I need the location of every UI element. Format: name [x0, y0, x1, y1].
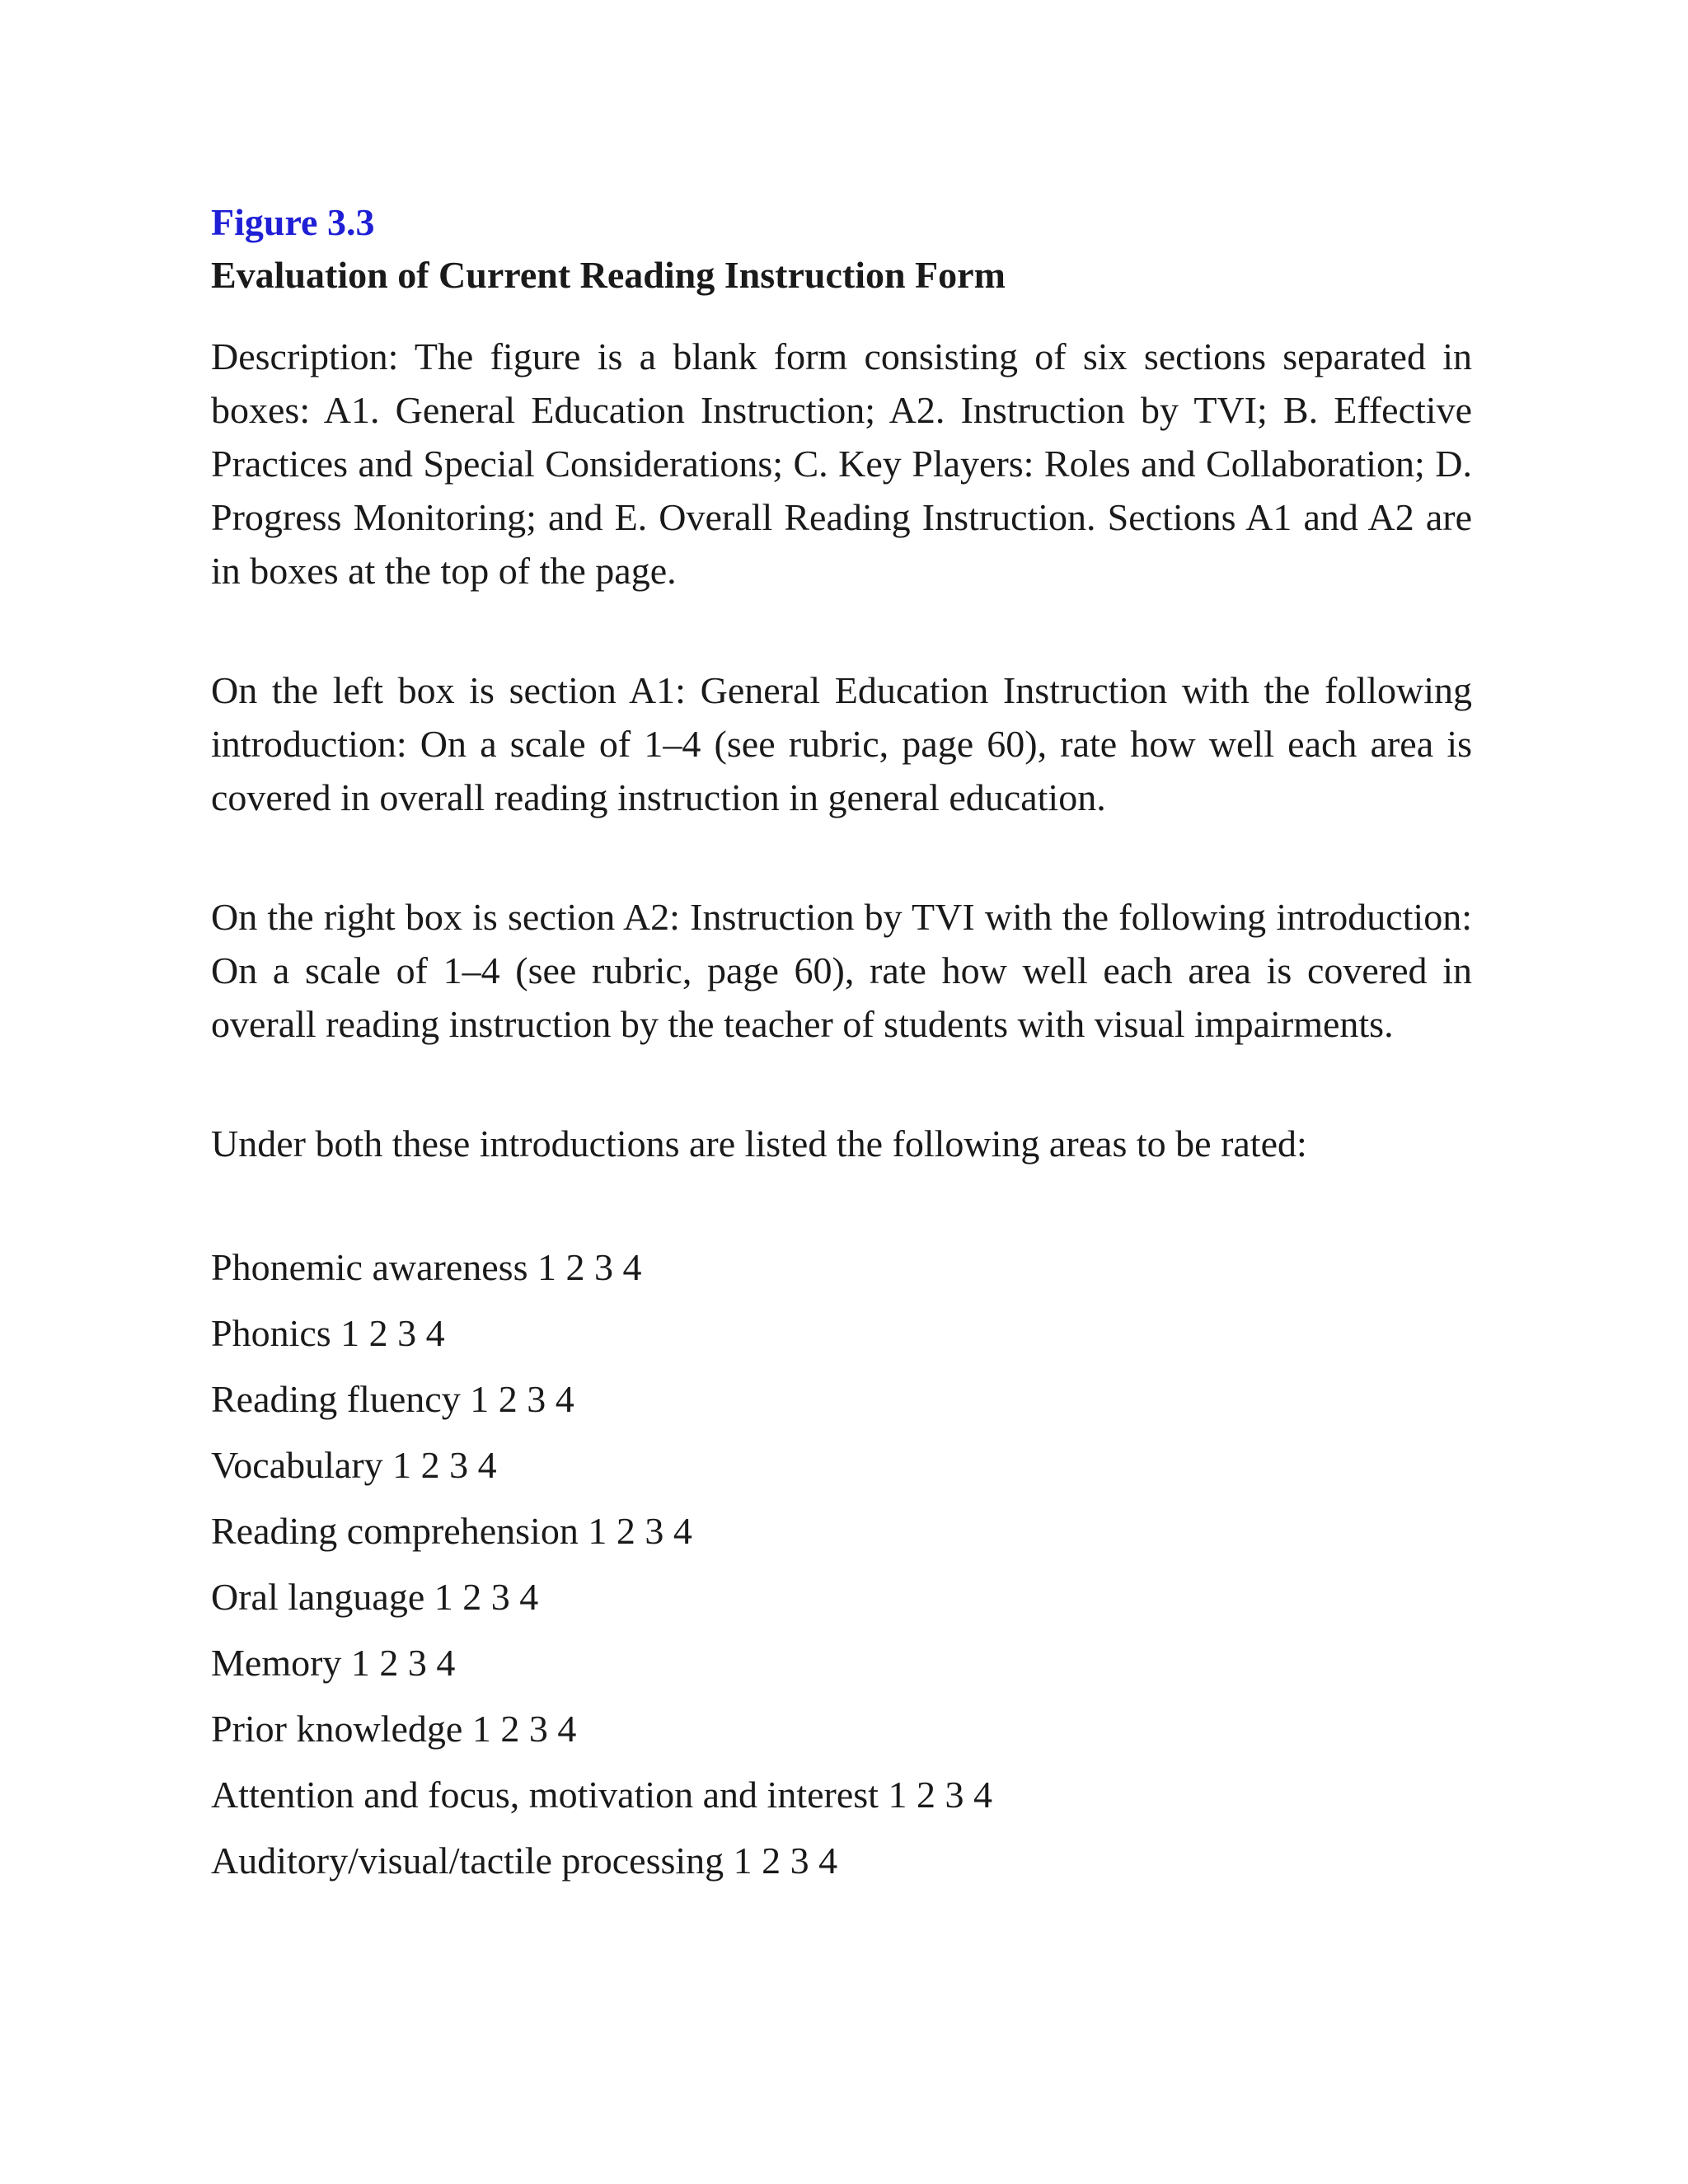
list-item: Oral language 1 2 3 4 — [211, 1576, 539, 1618]
list-item: Auditory/visual/tactile processing 1 2 3 4 — [211, 1840, 838, 1882]
figure-title: Evaluation of Current Reading Instruction Form — [211, 254, 1006, 296]
section-a1-paragraph: On the left box is section A1: General Education Instruction with the following introduction: On a scale of 1–4 (see rubric, page 60), rate how well each area is covered in overall reading instruction in general education. — [211, 669, 1472, 818]
section-a2-paragraph: On the right box is section A2: Instruction by TVI with the following introduction: On a scale of 1–4 (see rubric, page 60), rate how well each area is covered in overall reading instruction by the teacher of students with visual impairments. — [211, 896, 1472, 1045]
list-item: Phonemic awareness 1 2 3 4 — [211, 1246, 642, 1288]
list-item: Memory 1 2 3 4 — [211, 1642, 456, 1684]
areas-intro-paragraph: Under both these introductions are listed the following areas to be rated: — [211, 1122, 1307, 1165]
list-item: Reading comprehension 1 2 3 4 — [211, 1510, 692, 1552]
figure-label: Figure 3.3 — [211, 201, 375, 243]
rating-areas-list — [211, 1235, 1472, 1894]
list-item: Prior knowledge 1 2 3 4 — [211, 1708, 577, 1750]
description-paragraph: Description: The figure is a blank form consisting of six sections separated in boxes: A1. General Education Instruction; A2. Instruction by TVI; B. Effective Practices and Special Considerations; C. Key Players: Roles and Collaboration; D. Progress Monitoring; and E. Overall Reading Instruction. Sections A1 and A2 are in boxes at the top of the page. — [211, 335, 1472, 592]
document-page — [211, 196, 1472, 1894]
list-item: Phonics 1 2 3 4 — [211, 1312, 445, 1354]
list-item: Reading fluency 1 2 3 4 — [211, 1378, 574, 1420]
list-item: Attention and focus, motivation and interest 1 2 3 4 — [211, 1774, 992, 1816]
list-item: Vocabulary 1 2 3 4 — [211, 1444, 497, 1486]
